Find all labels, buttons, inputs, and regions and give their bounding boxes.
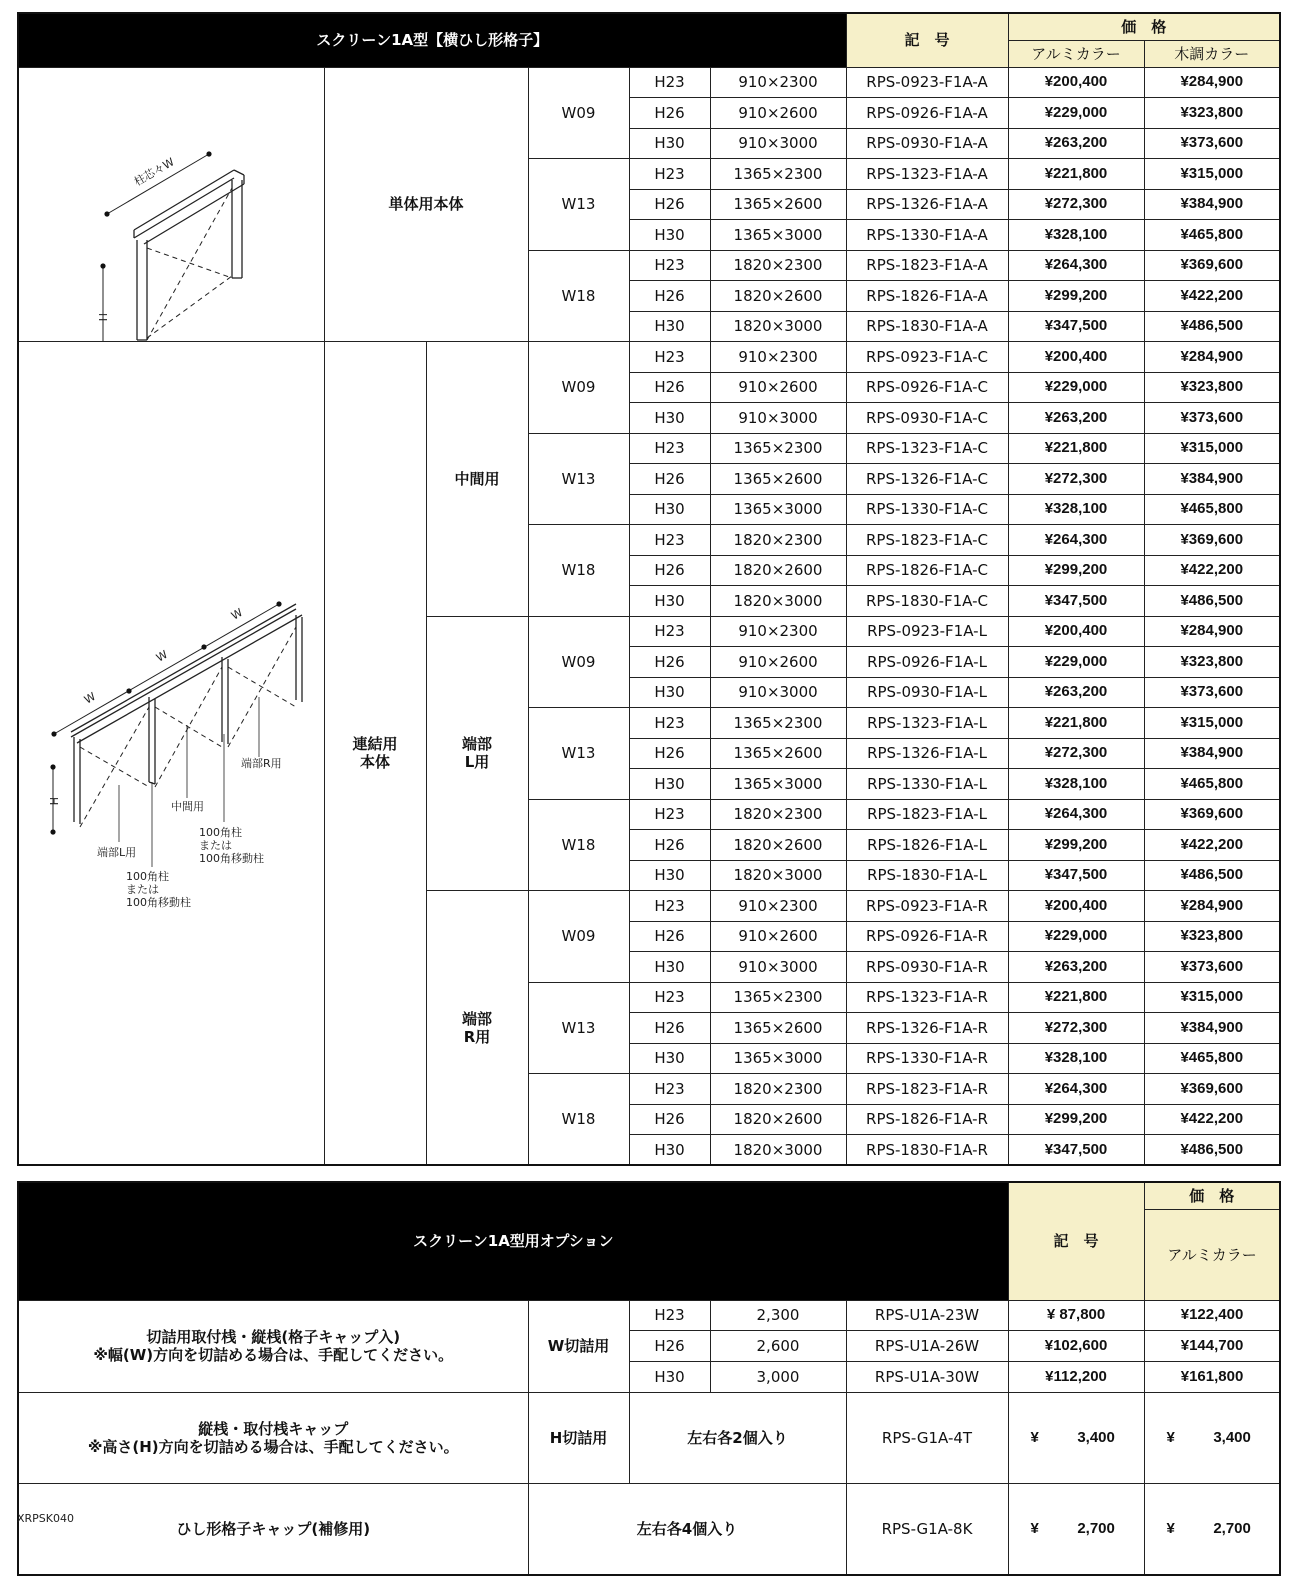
single-unit-figure <box>18 67 324 342</box>
drawing-line <box>144 184 244 244</box>
price-wood: ¥465,800 <box>1144 494 1280 525</box>
drawing-line <box>80 747 149 787</box>
price-wood: ¥315,000 <box>1144 982 1280 1013</box>
width-code: W09 <box>528 342 629 434</box>
price-wood: ¥315,000 <box>1144 708 1280 739</box>
product-code: RPS-0926-F1A-L <box>846 647 1008 678</box>
price-alumi: ¥272,300 <box>1008 1013 1144 1044</box>
lattice-cap-desc: ひし形格子キャップ(補修用) <box>18 1483 528 1575</box>
product-code: RPS-1826-F1A-C <box>846 555 1008 586</box>
width-code: W13 <box>528 708 629 800</box>
price-alumi: ¥264,300 <box>1008 799 1144 830</box>
drawing-line <box>77 615 302 743</box>
height-code: H23 <box>629 982 710 1013</box>
price-table <box>17 12 1281 1166</box>
product-code: RPS-0926-F1A-C <box>846 372 1008 403</box>
w-cut-rail-desc: 切詰用取付桟・縦桟(格子キャップ入) ※幅(W)方向を切詰める場合は、手配してください。 <box>18 1300 528 1392</box>
dimension-dot <box>104 211 109 216</box>
width-code: W18 <box>528 525 629 617</box>
dimension-dot <box>276 601 281 606</box>
price-alumi: ¥328,100 <box>1008 1043 1144 1074</box>
product-code: RPS-1826-F1A-L <box>846 830 1008 861</box>
product-code: RPS-1826-F1A-A <box>846 281 1008 312</box>
lattice-cap-code: RPS-G1A-8K <box>846 1483 1008 1575</box>
price-wood: ¥486,500 <box>1144 586 1280 617</box>
height-code: H23 <box>629 433 710 464</box>
product-code: RPS-1330-F1A-C <box>846 494 1008 525</box>
figure-label: 端部L用 <box>97 846 137 859</box>
size-cell: 1365×2600 <box>710 189 846 220</box>
product-code: RPS-1323-F1A-C <box>846 433 1008 464</box>
price-alumi: ¥221,800 <box>1008 433 1144 464</box>
price-wood: ¥384,900 <box>1144 1013 1280 1044</box>
sub-middle: 中間用 <box>426 342 528 617</box>
price-alumi: ¥347,500 <box>1008 586 1144 617</box>
cap-price-alumi-value: 3,400 <box>1077 1428 1115 1446</box>
price-wood: ¥284,900 <box>1144 891 1280 922</box>
lattice-cap-quantity: 左右各4個入り <box>528 1483 846 1575</box>
product-code: RPS-1326-F1A-A <box>846 189 1008 220</box>
option-size: 2,600 <box>710 1330 846 1361</box>
price-header: 価 格 <box>1008 13 1280 40</box>
figure-label: W <box>229 605 245 623</box>
option-height: H26 <box>629 1330 710 1361</box>
product-code: RPS-0923-F1A-R <box>846 891 1008 922</box>
figure-label: 柱芯々W <box>132 154 177 189</box>
price-alumi: ¥263,200 <box>1008 952 1144 983</box>
height-code: H30 <box>629 311 710 342</box>
height-code: H26 <box>629 738 710 769</box>
height-code: H26 <box>629 830 710 861</box>
size-cell: 910×2600 <box>710 372 846 403</box>
price-alumi: ¥272,300 <box>1008 464 1144 495</box>
height-code: H26 <box>629 647 710 678</box>
price-wood: ¥373,600 <box>1144 128 1280 159</box>
size-cell: 910×3000 <box>710 677 846 708</box>
height-code: H23 <box>629 67 710 98</box>
width-code: W09 <box>528 616 629 708</box>
drawing-line <box>147 248 232 278</box>
product-code: RPS-1323-F1A-A <box>846 159 1008 190</box>
size-cell: 910×2600 <box>710 98 846 129</box>
height-code: H26 <box>629 1104 710 1135</box>
price-alumi: ¥229,000 <box>1008 372 1144 403</box>
height-code: H23 <box>629 799 710 830</box>
size-cell: 1820×3000 <box>710 586 846 617</box>
lattice-cap-price-alumi-value: 2,700 <box>1077 1519 1115 1537</box>
figure-label-multiline <box>126 869 191 909</box>
height-code: H30 <box>629 952 710 983</box>
figure-label: H <box>96 312 109 321</box>
size-cell: 910×3000 <box>710 403 846 434</box>
cap-price-alumi <box>1008 1392 1144 1483</box>
price-wood: ¥384,900 <box>1144 189 1280 220</box>
figure-label-line: 100角柱 <box>126 870 169 883</box>
figure-label-line: 100角柱 <box>199 826 242 839</box>
option-size: 3,000 <box>710 1361 846 1392</box>
price-wood: ¥384,900 <box>1144 738 1280 769</box>
width-code: W13 <box>528 982 629 1074</box>
dimension-dot <box>51 731 56 736</box>
price-wood: ¥373,600 <box>1144 677 1280 708</box>
price-alumi: ¥264,300 <box>1008 525 1144 556</box>
product-code: RPS-0930-F1A-L <box>846 677 1008 708</box>
product-code: RPS-0923-F1A-L <box>846 616 1008 647</box>
height-code: H26 <box>629 1013 710 1044</box>
option-price-alumi: ¥ 87,800 <box>1008 1300 1144 1330</box>
dimension-dot <box>201 644 206 649</box>
option-price-alumi: ¥102,600 <box>1008 1330 1144 1361</box>
product-code: RPS-1826-F1A-R <box>846 1104 1008 1135</box>
size-cell: 1820×2300 <box>710 525 846 556</box>
width-code: W18 <box>528 250 629 342</box>
table-title: スクリーン1A型【横ひし形格子】 <box>18 13 846 67</box>
price-wood: ¥284,900 <box>1144 342 1280 373</box>
options-title: スクリーン1A型用オプション <box>18 1182 1008 1300</box>
group-single-unit: 単体用本体 <box>324 67 528 342</box>
linked-unit-figure <box>18 342 324 1166</box>
size-cell: 1820×3000 <box>710 311 846 342</box>
product-code: RPS-1326-F1A-R <box>846 1013 1008 1044</box>
size-cell: 1820×2300 <box>710 250 846 281</box>
size-cell: 1820×2600 <box>710 555 846 586</box>
product-code: RPS-1330-F1A-L <box>846 769 1008 800</box>
price-alumi: ¥347,500 <box>1008 1135 1144 1166</box>
height-code: H30 <box>629 860 710 891</box>
drawing-line <box>147 188 232 340</box>
price-wood: ¥373,600 <box>1144 403 1280 434</box>
drawing-line <box>228 667 296 707</box>
size-cell: 1365×3000 <box>710 1043 846 1074</box>
size-cell: 910×2300 <box>710 342 846 373</box>
size-cell: 1365×2600 <box>710 1013 846 1044</box>
size-cell: 910×2600 <box>710 647 846 678</box>
yen-sign: ¥ <box>1166 1519 1175 1537</box>
sub-end-l: 端部 L用 <box>426 616 528 891</box>
lattice-cap-price-alumi <box>1008 1483 1144 1575</box>
price-wood: ¥486,500 <box>1144 311 1280 342</box>
height-code: H26 <box>629 555 710 586</box>
sub-end-r: 端部 R用 <box>426 891 528 1166</box>
price-alumi: ¥299,200 <box>1008 281 1144 312</box>
price-alumi: ¥299,200 <box>1008 1104 1144 1135</box>
price-wood: ¥323,800 <box>1144 647 1280 678</box>
height-code: H30 <box>629 128 710 159</box>
option-height: H23 <box>629 1300 710 1330</box>
width-code: W09 <box>528 67 629 159</box>
product-code: RPS-1330-F1A-R <box>846 1043 1008 1074</box>
dimension-dot <box>206 151 211 156</box>
dimension-dot <box>50 829 55 834</box>
price-wood: ¥465,800 <box>1144 220 1280 251</box>
price-alumi: ¥328,100 <box>1008 494 1144 525</box>
price-wood: ¥369,600 <box>1144 1074 1280 1105</box>
height-code: H30 <box>629 494 710 525</box>
symbol-header: 記 号 <box>846 13 1008 67</box>
figure-label: H <box>47 797 60 806</box>
width-code: W18 <box>528 1074 629 1166</box>
height-code: H23 <box>629 525 710 556</box>
cap-quantity: 左右各2個入り <box>629 1392 846 1483</box>
price-wood: ¥465,800 <box>1144 769 1280 800</box>
height-code: H26 <box>629 372 710 403</box>
option-price-alumi: ¥112,200 <box>1008 1361 1144 1392</box>
height-code: H23 <box>629 342 710 373</box>
dimension-dot <box>50 764 55 769</box>
size-cell: 910×3000 <box>710 952 846 983</box>
figure-label-line: 100角移動柱 <box>126 896 191 909</box>
height-code: H30 <box>629 769 710 800</box>
price-wood: ¥384,900 <box>1144 464 1280 495</box>
product-code: RPS-1323-F1A-R <box>846 982 1008 1013</box>
options-price-header: 価 格 <box>1144 1182 1280 1209</box>
product-code: RPS-0930-F1A-A <box>846 128 1008 159</box>
price-wood: ¥323,800 <box>1144 98 1280 129</box>
drawing-line <box>71 604 296 732</box>
product-code: RPS-1823-F1A-R <box>846 1074 1008 1105</box>
product-code: RPS-1830-F1A-L <box>846 860 1008 891</box>
drawing-line <box>54 604 279 734</box>
height-code: H30 <box>629 586 710 617</box>
price-wood: ¥486,500 <box>1144 1135 1280 1166</box>
size-cell: 1365×3000 <box>710 220 846 251</box>
figure-label-line: または <box>199 839 232 852</box>
price-wood: ¥284,900 <box>1144 616 1280 647</box>
option-price-wood: ¥161,800 <box>1144 1361 1280 1392</box>
document-code: XRPSK040 <box>17 1512 75 1525</box>
price-wood: ¥315,000 <box>1144 159 1280 190</box>
figure-label: W <box>154 647 170 665</box>
price-wood: ¥486,500 <box>1144 860 1280 891</box>
product-code: RPS-1326-F1A-C <box>846 464 1008 495</box>
figure-label: W <box>82 689 98 707</box>
size-cell: 1365×2300 <box>710 159 846 190</box>
price-wood: ¥422,200 <box>1144 281 1280 312</box>
price-wood: ¥465,800 <box>1144 1043 1280 1074</box>
height-code: H30 <box>629 1043 710 1074</box>
height-code: H26 <box>629 921 710 952</box>
product-code: RPS-0923-F1A-A <box>846 67 1008 98</box>
size-cell: 1820×3000 <box>710 1135 846 1166</box>
option-height: H30 <box>629 1361 710 1392</box>
size-cell: 1820×3000 <box>710 860 846 891</box>
price-alumi: ¥229,000 <box>1008 98 1144 129</box>
height-code: H30 <box>629 677 710 708</box>
drawing-line <box>134 178 234 238</box>
size-cell: 1365×3000 <box>710 769 846 800</box>
group-linked-unit: 連結用 本体 <box>324 342 426 1166</box>
yen-sign: ¥ <box>1166 1428 1175 1446</box>
product-code: RPS-1823-F1A-L <box>846 799 1008 830</box>
size-cell: 910×2300 <box>710 67 846 98</box>
price-alumi: ¥200,400 <box>1008 891 1144 922</box>
dimension-dot <box>100 263 105 268</box>
size-cell: 1820×2600 <box>710 281 846 312</box>
product-code: RPS-0926-F1A-A <box>846 98 1008 129</box>
size-cell: 1820×2600 <box>710 830 846 861</box>
product-code: RPS-1830-F1A-R <box>846 1135 1008 1166</box>
size-cell: 910×2300 <box>710 891 846 922</box>
price-wood: ¥323,800 <box>1144 372 1280 403</box>
lattice-cap-price-wood-value: 2,700 <box>1213 1519 1251 1537</box>
linked-unit-drawing <box>19 342 323 1165</box>
height-code: H23 <box>629 1074 710 1105</box>
product-code: RPS-0923-F1A-C <box>846 342 1008 373</box>
price-alumi: ¥221,800 <box>1008 982 1144 1013</box>
product-code: RPS-1823-F1A-C <box>846 525 1008 556</box>
option-price-wood: ¥122,400 <box>1144 1300 1280 1330</box>
cap-price-wood <box>1144 1392 1280 1483</box>
size-cell: 1365×2600 <box>710 464 846 495</box>
height-code: H30 <box>629 403 710 434</box>
price-alumi: ¥328,100 <box>1008 769 1144 800</box>
yen-sign: ¥ <box>1030 1519 1039 1537</box>
width-code: W13 <box>528 159 629 251</box>
height-code: H23 <box>629 891 710 922</box>
product-code: RPS-0930-F1A-R <box>846 952 1008 983</box>
size-cell: 910×2600 <box>710 921 846 952</box>
option-price-wood: ¥144,700 <box>1144 1330 1280 1361</box>
height-code: H30 <box>629 220 710 251</box>
price-alumi: ¥263,200 <box>1008 128 1144 159</box>
drawing-line <box>234 170 244 175</box>
drawing-line <box>147 276 232 338</box>
figure-label-line: または <box>126 883 159 896</box>
size-cell: 910×2300 <box>710 616 846 647</box>
option-code: RPS-U1A-26W <box>846 1330 1008 1361</box>
options-symbol-header: 記 号 <box>1008 1182 1144 1300</box>
cap-code: RPS-G1A-4T <box>846 1392 1008 1483</box>
options-table <box>17 1181 1281 1576</box>
size-cell: 1365×2300 <box>710 708 846 739</box>
price-alumi: ¥221,800 <box>1008 708 1144 739</box>
dimension-dot <box>126 688 131 693</box>
price-alumi: ¥229,000 <box>1008 647 1144 678</box>
price-wood: ¥369,600 <box>1144 525 1280 556</box>
product-code: RPS-0926-F1A-R <box>846 921 1008 952</box>
height-code: H23 <box>629 159 710 190</box>
price-alumi: ¥299,200 <box>1008 555 1144 586</box>
option-code: RPS-U1A-23W <box>846 1300 1008 1330</box>
size-cell: 1820×2300 <box>710 1074 846 1105</box>
height-code: H23 <box>629 250 710 281</box>
price-wood: ¥284,900 <box>1144 67 1280 98</box>
price-wood: ¥422,200 <box>1144 1104 1280 1135</box>
price-wood: ¥422,200 <box>1144 555 1280 586</box>
options-alumi-header: アルミカラー <box>1144 1209 1280 1300</box>
product-code: RPS-1830-F1A-C <box>846 586 1008 617</box>
product-code: RPS-1330-F1A-A <box>846 220 1008 251</box>
price-alumi: ¥200,400 <box>1008 616 1144 647</box>
price-wood: ¥373,600 <box>1144 952 1280 983</box>
price-alumi: ¥347,500 <box>1008 311 1144 342</box>
cap-price-wood-value: 3,400 <box>1213 1428 1251 1446</box>
size-cell: 1820×2600 <box>710 1104 846 1135</box>
drawing-line <box>71 609 296 737</box>
h-cut-type: H切詰用 <box>528 1392 629 1483</box>
size-cell: 1365×3000 <box>710 494 846 525</box>
height-code: H26 <box>629 98 710 129</box>
height-code: H23 <box>629 708 710 739</box>
drawing-line <box>155 707 222 747</box>
size-cell: 1365×2600 <box>710 738 846 769</box>
alumi-color-header: アルミカラー <box>1008 40 1144 67</box>
product-code: RPS-1326-F1A-L <box>846 738 1008 769</box>
price-alumi: ¥263,200 <box>1008 403 1144 434</box>
price-alumi: ¥347,500 <box>1008 860 1144 891</box>
price-wood: ¥315,000 <box>1144 433 1280 464</box>
wood-color-header: 木調カラー <box>1144 40 1280 67</box>
height-code: H26 <box>629 464 710 495</box>
price-wood: ¥369,600 <box>1144 250 1280 281</box>
option-size: 2,300 <box>710 1300 846 1330</box>
price-wood: ¥369,600 <box>1144 799 1280 830</box>
w-cut-type: W切詰用 <box>528 1300 629 1392</box>
height-code: H26 <box>629 189 710 220</box>
price-alumi: ¥299,200 <box>1008 830 1144 861</box>
product-code: RPS-1823-F1A-A <box>846 250 1008 281</box>
height-code: H23 <box>629 616 710 647</box>
table-row <box>18 67 1280 98</box>
size-cell: 910×3000 <box>710 128 846 159</box>
height-code: H30 <box>629 1135 710 1166</box>
price-alumi: ¥263,200 <box>1008 677 1144 708</box>
width-code: W09 <box>528 891 629 983</box>
price-alumi: ¥264,300 <box>1008 250 1144 281</box>
cap-desc: 縦桟・取付桟キャップ ※高さ(H)方向を切詰める場合は、手配してください。 <box>18 1392 528 1483</box>
price-alumi: ¥200,400 <box>1008 342 1144 373</box>
price-alumi: ¥229,000 <box>1008 921 1144 952</box>
height-code: H26 <box>629 281 710 312</box>
price-alumi: ¥272,300 <box>1008 189 1144 220</box>
price-alumi: ¥221,800 <box>1008 159 1144 190</box>
product-code: RPS-0930-F1A-C <box>846 403 1008 434</box>
price-wood: ¥422,200 <box>1144 830 1280 861</box>
product-code: RPS-1830-F1A-A <box>846 311 1008 342</box>
product-code: RPS-1323-F1A-L <box>846 708 1008 739</box>
price-alumi: ¥272,300 <box>1008 738 1144 769</box>
price-alumi: ¥200,400 <box>1008 67 1144 98</box>
price-alumi: ¥264,300 <box>1008 1074 1144 1105</box>
single-unit-drawing <box>19 68 323 342</box>
size-cell: 1365×2300 <box>710 982 846 1013</box>
option-code: RPS-U1A-30W <box>846 1361 1008 1392</box>
size-cell: 1365×2300 <box>710 433 846 464</box>
figure-label-line: 100角移動柱 <box>199 852 264 865</box>
table-row <box>18 342 1280 373</box>
yen-sign: ¥ <box>1030 1428 1039 1446</box>
figure-label: 端部R用 <box>241 757 282 770</box>
size-cell: 1820×2300 <box>710 799 846 830</box>
price-wood: ¥323,800 <box>1144 921 1280 952</box>
figure-label-multiline <box>199 825 264 865</box>
figure-label: 中間用 <box>171 800 204 813</box>
width-code: W13 <box>528 433 629 525</box>
lattice-cap-price-wood <box>1144 1483 1280 1575</box>
price-alumi: ¥328,100 <box>1008 220 1144 251</box>
width-code: W18 <box>528 799 629 891</box>
